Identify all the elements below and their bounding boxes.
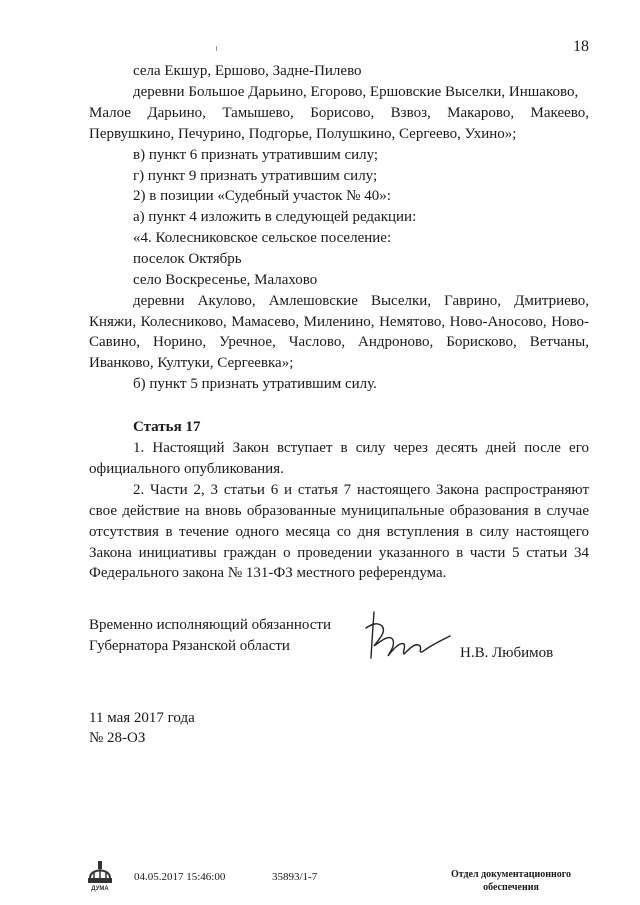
footer-department-line: Отдел документационного xyxy=(450,869,572,880)
signatory-role: Временно исполняющий обязанности xyxy=(89,617,332,633)
text-line: Иванково, Култуки, Сергеевка»; xyxy=(89,355,294,371)
footer-department xyxy=(436,868,586,894)
text-line: 2) в позиции «Судебный участок № 40»: xyxy=(133,188,391,204)
text-line: села Екшур, Ершово, Задне-Пилево xyxy=(133,63,362,79)
article-text-line: 1. Настоящий Закон вступает в силу через десять дней после его xyxy=(133,440,589,456)
text-line: деревни Акулово, Амлешовские Выселки, Гаврино, Дмитриево, xyxy=(133,293,589,309)
page-number: 18 xyxy=(573,38,589,55)
text-line: село Воскресенье, Малахово xyxy=(133,272,318,288)
handwritten-signature xyxy=(360,606,455,666)
article-text-line: официального опубликования. xyxy=(89,461,284,477)
article-text-line: 2. Части 2, 3 статьи 6 и статья 7 настоящего Закона распространяют xyxy=(133,482,589,498)
text-line: г) пункт 9 признать утратившим силу; xyxy=(133,168,378,184)
document-number: № 28-ОЗ xyxy=(89,730,146,746)
text-line: б) пункт 5 признать утратившим силу. xyxy=(133,376,377,392)
text-line: Малое Дарьино, Тамышево, Борисово, Взвоз, Макарово, Макеево, xyxy=(89,105,589,121)
text-line: Княжи, Колесниково, Мамасево, Миленино, Немятово, Ново-Аносово, Ново- xyxy=(89,314,589,330)
article-text-line: Закона инициативы граждан о проведении указанного в части 5 статьи 34 xyxy=(89,545,589,561)
duma-emblem-icon xyxy=(82,856,118,892)
article-text-line: отсутствия в течение одного месяца со дня вступления в силу настоящего xyxy=(89,524,589,540)
article-heading: Статья 17 xyxy=(133,419,201,435)
text-line: в) пункт 6 признать утратившим силу; xyxy=(133,147,379,163)
article-text-line: свое действие на вновь образованные муниципальные образования в случае xyxy=(89,503,589,519)
footer-doc-code: 35893/1-7 xyxy=(272,871,318,883)
signatory-role: Губернатора Рязанской области xyxy=(89,638,290,654)
signatory-name: Н.В. Любимов xyxy=(460,645,554,661)
text-line: Савино, Норино, Уречное, Часлово, Андроново, Борисково, Ветчаны, xyxy=(89,334,589,350)
text-line: поселок Октябрь xyxy=(133,251,242,267)
scan-mark xyxy=(216,46,217,51)
text-line: деревни Большое Дарьино, Егорово, Ершовские Выселки, Иншаково, xyxy=(133,84,579,100)
text-line: «4. Колесниковское сельское поселение: xyxy=(133,230,392,246)
footer-timestamp: 04.05.2017 15:46:00 xyxy=(134,871,226,883)
text-line: а) пункт 4 изложить в следующей редакции: xyxy=(133,209,417,225)
text-line: Первушкино, Печурино, Подгорье, Полушкино, Сергеево, Ухино»; xyxy=(89,126,517,142)
document-date: 11 мая 2017 года xyxy=(89,710,195,726)
article-text-line: Федерального закона № 131-ФЗ местного референдума. xyxy=(89,565,447,581)
emblem-label: ДУМА xyxy=(91,886,109,892)
footer-department-line: обеспечения xyxy=(483,882,539,893)
